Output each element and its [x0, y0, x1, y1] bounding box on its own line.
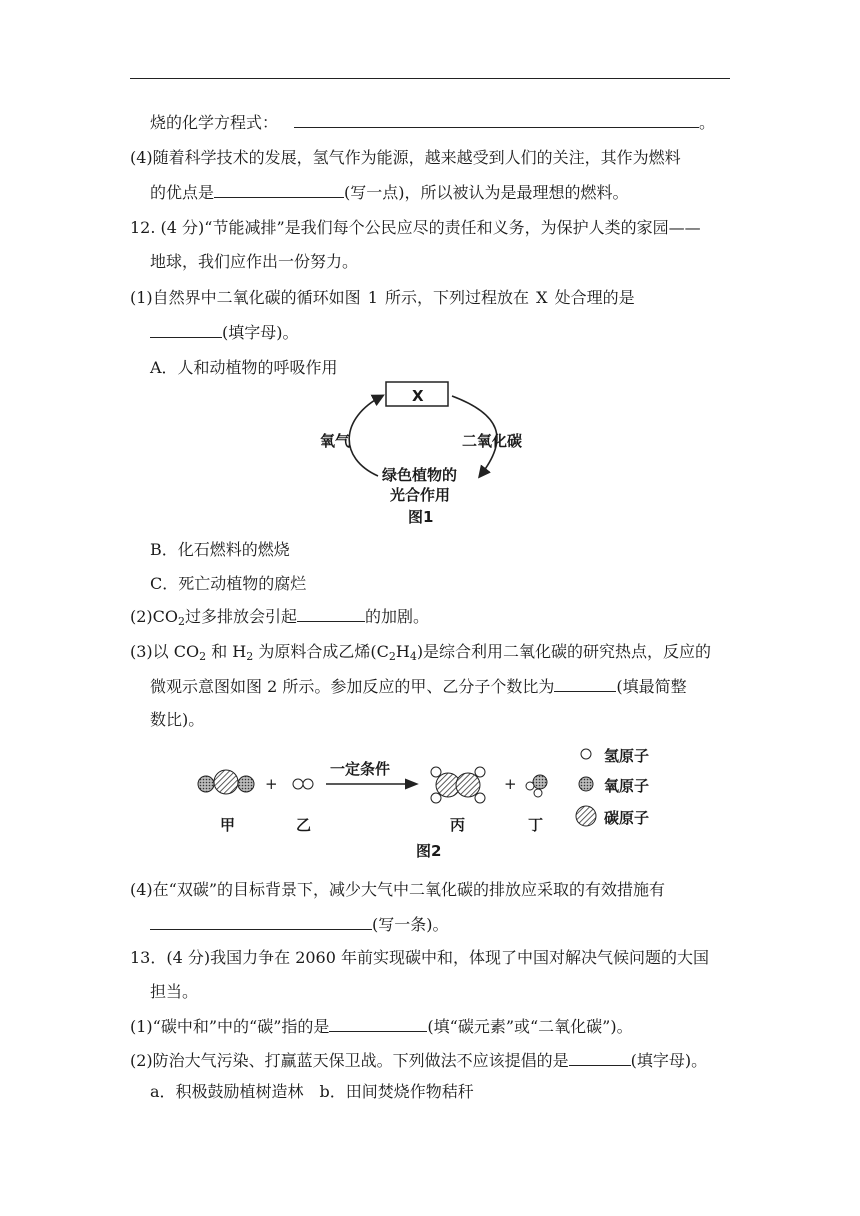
text-line — [150, 322, 299, 343]
legend-carbon-symbol — [576, 806, 596, 826]
answer-blank[interactable] — [294, 112, 699, 128]
text: H — [395, 642, 410, 661]
answer-blank[interactable] — [150, 914, 372, 930]
text: 的加剧。 — [365, 607, 430, 626]
text: 12. (4 分)“节能减排”是我们每个公民应尽的责任和义务，为保护人类的家园—— — [130, 218, 701, 237]
header-rule — [130, 78, 730, 79]
arrow-left — [349, 396, 382, 476]
text: B．化石燃料的燃烧 — [150, 540, 290, 559]
label-bing: 丙 — [450, 816, 466, 834]
label-yi: 乙 — [296, 816, 312, 834]
subscript: 2 — [199, 650, 207, 663]
text-line — [150, 252, 358, 272]
text: 13．(4 分)我国力争在 2060 年前实现碳中和，体现了中国对解决气候问题的大国 — [130, 948, 710, 967]
question-13 — [130, 948, 709, 968]
answer-blank[interactable] — [569, 1050, 631, 1066]
answer-blank[interactable] — [150, 322, 222, 338]
co2-label: 二氧化碳 — [462, 432, 523, 450]
label-jia: 甲 — [220, 816, 236, 834]
subscript: 2 — [388, 650, 396, 663]
text: 为原料合成乙烯(C — [258, 642, 389, 661]
figure-1-caption: 图1 — [408, 508, 434, 526]
figure-1 — [310, 378, 550, 528]
subscript: 4 — [409, 650, 417, 663]
text: (2)防治大气污染、打赢蓝天保卫战。下列做法不应该提倡的是 — [130, 1051, 569, 1070]
option-a — [150, 358, 338, 378]
text-line — [150, 982, 198, 1002]
text: 和 H — [211, 642, 247, 661]
text: A．人和动植物的呼吸作用 — [150, 358, 338, 377]
legend-carbon: 碳原子 — [604, 809, 650, 827]
text: (填最简整 — [616, 677, 687, 696]
legend-oxygen: 氧原子 — [604, 777, 650, 795]
text-line — [150, 112, 715, 133]
photosynthesis-label-2: 光合作用 — [390, 486, 451, 504]
molecule-ding — [526, 775, 547, 797]
text: )是综合利用二氧化碳的研究热点，反应的 — [416, 642, 712, 661]
text-line — [130, 148, 681, 168]
text: 过多排放会引起 — [185, 607, 298, 626]
text: 担当。 — [150, 982, 199, 1001]
text-line — [150, 710, 204, 730]
text: (2)CO — [130, 607, 179, 626]
subscript: 2 — [178, 615, 186, 628]
text-line — [150, 914, 449, 935]
x-label: X — [412, 387, 424, 405]
option-c — [150, 574, 306, 594]
text-line — [130, 288, 635, 308]
text: (4)在“双碳”的目标背景下，减少大气中二氧化碳的排放应采取的有效措施有 — [130, 880, 666, 899]
legend-hydrogen: 氢原子 — [604, 747, 650, 765]
answer-blank[interactable] — [297, 606, 365, 622]
text-line — [150, 182, 629, 203]
text-line — [130, 1016, 633, 1037]
text-line — [130, 642, 711, 662]
text: (1)自然界中二氧化碳的循环如图 1 所示，下列过程放在 X 处合理的是 — [130, 288, 635, 307]
answer-blank[interactable] — [554, 676, 616, 692]
answer-blank[interactable] — [214, 182, 344, 198]
text-line — [130, 606, 429, 627]
text: (填“碳元素”或“二氧化碳”)。 — [427, 1017, 633, 1036]
text: (1)“碳中和”中的“碳”指的是 — [130, 1017, 330, 1036]
text: (填字母)。 — [630, 1051, 708, 1070]
text: (3)以 CO — [130, 642, 200, 661]
text-line — [150, 676, 687, 697]
molecule-yi — [293, 779, 313, 789]
molecule-jia — [198, 770, 254, 794]
text: (写一条)。 — [372, 915, 449, 934]
legend-oxygen-symbol — [579, 777, 593, 791]
plus-sign: + — [504, 775, 517, 793]
option-list — [150, 1082, 474, 1102]
text: 微观示意图如图 2 所示。参加反应的甲、乙分子个数比为 — [150, 677, 555, 696]
figure-2 — [190, 742, 680, 862]
oxygen-label: 氧气 — [320, 432, 351, 450]
condition-label: 一定条件 — [330, 760, 391, 778]
molecule-bing — [431, 767, 485, 803]
question-12 — [130, 218, 701, 238]
text: 地球，我们应作出一份努力。 — [150, 252, 359, 271]
legend-hydrogen-symbol — [581, 749, 591, 759]
text: a．积极鼓励植树造林 b．田间焚烧作物秸秆 — [150, 1082, 474, 1101]
option-b — [150, 540, 290, 560]
photosynthesis-label-1: 绿色植物的 — [382, 466, 458, 484]
text: 数比)。 — [150, 710, 205, 729]
text: 烧的化学方程式： — [150, 113, 279, 132]
text: C．死亡动植物的腐烂 — [150, 574, 307, 593]
figure-2-caption: 图2 — [416, 842, 442, 860]
text: (填字母)。 — [222, 323, 299, 342]
text: 。 — [699, 113, 716, 132]
text-line — [130, 880, 665, 900]
answer-blank[interactable] — [329, 1016, 427, 1032]
text: (4)随着科学技术的发展，氢气作为能源，越来越受到人们的关注，其作为燃料 — [130, 148, 681, 167]
text-line — [130, 1050, 707, 1071]
text: (写一点)，所以被认为是最理想的燃料。 — [344, 183, 629, 202]
plus-sign: + — [265, 775, 278, 793]
label-ding: 丁 — [528, 816, 544, 834]
subscript: 2 — [246, 650, 254, 663]
text: 的优点是 — [150, 183, 215, 202]
